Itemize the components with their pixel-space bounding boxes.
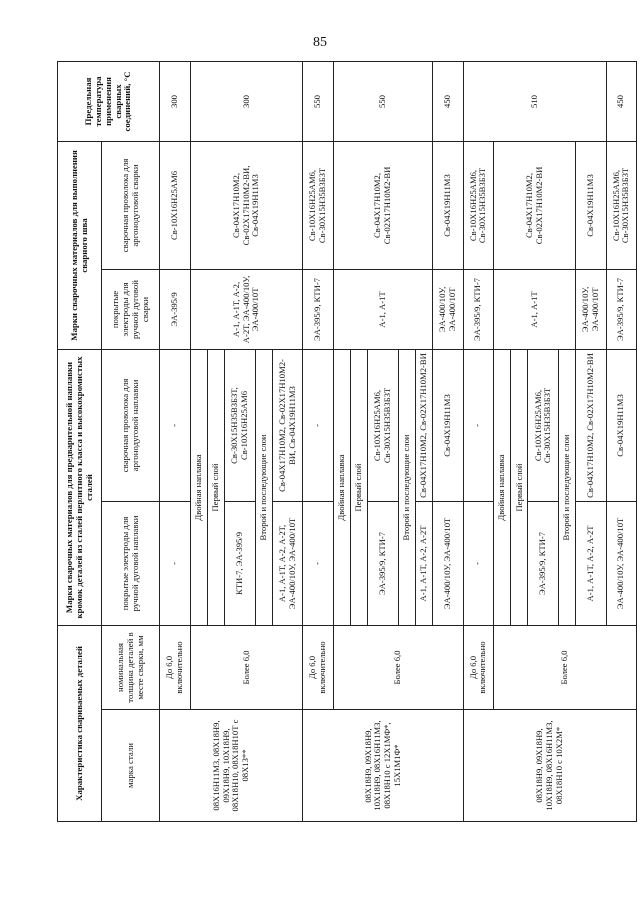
section-label: Двойная наплавка — [333, 349, 350, 625]
table-cell: Св-04Х17Н10М2, Св-02Х17Н10М2-ВИ — [576, 349, 606, 501]
table-cell: КТИ-7, ЭА-395/9 — [225, 501, 255, 625]
table-cell: Св-10Х16Н25АМ6, Св-30Х15Н35В3Б3Т — [606, 141, 636, 269]
section-label: Первый слой — [208, 349, 225, 625]
header-weld-materials: Марки сварочных материалов для выполнения сварного шва — [58, 141, 102, 349]
table-cell: - — [160, 501, 190, 625]
temperature-cell: 300 — [190, 61, 303, 141]
table-cell: Св-04Х17Н10М2, Св-02Х17Н10М2-ВИ — [493, 141, 575, 269]
table-row — [493, 61, 510, 821]
section-label: Второй и последующие слои — [255, 349, 272, 625]
thickness-cell: Более 6,0 — [333, 625, 463, 709]
table-row — [160, 61, 190, 821]
table-cell: Св-04Х19Н11М3 — [606, 349, 636, 501]
temperature-cell: 450 — [606, 61, 636, 141]
temperature-cell: 550 — [333, 61, 432, 141]
thickness-cell: Более 6,0 — [190, 625, 303, 709]
table-cell: А-1, А-1Т, А-2, А-2Т — [576, 501, 606, 625]
header-wire-welding — [102, 141, 160, 269]
table-cell: - — [303, 349, 333, 501]
table-cell: А-1, А-1Т, А-2, А-2Т — [415, 501, 432, 625]
table-cell: - — [303, 501, 333, 625]
header-wire-welding-text: сварочная проволока для аргонодуговой сварки — [120, 158, 140, 253]
table-cell: - — [463, 349, 493, 501]
table-cell: Св-04Х19Н11М3 — [433, 141, 463, 269]
page-number: 85 — [313, 35, 327, 50]
temperature-cell: 300 — [160, 61, 190, 141]
header-thickness: номинальная толщина деталей в месте сварки, мм — [102, 625, 160, 709]
table-cell: А-1, А-1Т, А-2, А-2Т, ЭА-400/10У, ЭА-400/10Т — [190, 269, 303, 349]
thickness-cell: До 6,0 включительно — [463, 625, 493, 709]
table-cell: ЭА-400/10У, ЭА-400/10Т — [606, 501, 636, 625]
table-cell: Св-10Х16Н25АМ6, Св-30Х15Н35В3Б3Т — [528, 349, 558, 501]
table-cell: ЭА-395/9, КТИ-7 — [303, 269, 333, 349]
table-cell: А-1, А-1Т — [493, 269, 575, 349]
table-cell: ЭА-395/9, КТИ-7 — [528, 501, 558, 625]
table-cell: ЭА-400/10У, ЭА-400/10Т — [433, 269, 463, 349]
section-label: Первый слой — [350, 349, 367, 625]
table-cell: Св-04Х19Н11М3 — [433, 349, 463, 501]
table-cell: Св-10Х16Н25АМ6, Св-30Х15Н35В3Б3Т — [368, 349, 398, 501]
header-covered-electrodes-welding: покрытые электроды для ручной дуговой сварки — [102, 269, 160, 349]
table-cell: Св-10Х16Н25АМ6 — [160, 141, 190, 269]
header-row-groups — [58, 61, 102, 821]
table-cell: - — [463, 501, 493, 625]
temperature-cell: 510 — [463, 61, 606, 141]
table-row — [190, 61, 207, 821]
header-covered-electrodes-surfacing: покрытые электроды для ручной дуговой наплавки — [102, 501, 160, 625]
temperature-cell: 550 — [303, 61, 333, 141]
welding-materials-table — [57, 61, 637, 822]
header-surfacing-materials: Марки сварочных материалов для предварительной наплавки кромок деталей из сталей перлитного класса и высокохромистых сталей — [58, 349, 102, 625]
section-label: Двойная наплавка — [190, 349, 207, 625]
header-steel-grade: марка стали — [102, 710, 160, 822]
table-cell: А-1, А-1Т — [333, 269, 432, 349]
steel-grade-cell: 08Х18Н9, 09Х18Н9, 10Х18Н9, 08Х16Н11М3, 08Х18Н10 с 10Х2М* — [463, 710, 636, 822]
thickness-cell: Более 6,0 — [493, 625, 636, 709]
table-cell: Св-10Х16Н25АМ6, Св-30Х15Н35В3Б3Т — [463, 141, 493, 269]
table-cell: Св-04Х19Н11М3 — [576, 141, 606, 269]
section-label: Первый слой — [511, 349, 528, 625]
table-cell: - — [160, 349, 190, 501]
header-temperature: Предельная температура применения сварных соединений, °С — [58, 61, 160, 141]
header-wire-surfacing: сварочная проволока для аргонодуговой наплавки — [102, 349, 160, 501]
section-label: Второй и последующие слои — [398, 349, 415, 625]
table-cell: Св-04Х17Н10М2, Св-02Х17Н10М2-ВИ — [415, 349, 432, 501]
header-row-columns — [102, 61, 160, 821]
table-cell: А-1, А-1Т, А-2, А-2Т, ЭА-400/10У, ЭА-400/10Т — [272, 501, 302, 625]
table-cell: Св-10Х16Н25АМ6, Св-30Х15Н35В3Б3Т — [303, 141, 333, 269]
table-cell: ЭА-400/10У, ЭА-400/10Т — [576, 269, 606, 349]
section-label: Второй и последующие слои — [558, 349, 575, 625]
table-row — [333, 61, 350, 821]
table-cell: ЭА-395/9, КТИ-7 — [463, 269, 493, 349]
table-cell: ЭА-395/9, КТИ-7 — [368, 501, 398, 625]
table-cell: ЭА-400/10У, ЭА-400/10Т — [433, 501, 463, 625]
table-row — [303, 61, 333, 821]
table-cell: Св-30Х15Н35В3Б3Т, Св-10Х16Н25АМ6 — [225, 349, 255, 501]
table-cell: Св-04Х17Н10М2, Св-02Х17Н10М2-ВИ, Св-04Х19Н11М3 — [190, 141, 303, 269]
thickness-cell: До 6,0 включительно — [303, 625, 333, 709]
table-cell: ЭА-395/9, КТИ-7 — [606, 269, 636, 349]
header-part-characteristics: Характеристика свариваемых деталей — [58, 625, 102, 821]
rotated-table-container — [57, 62, 637, 822]
table-cell: Св-04Х17Н10М2, Св-02Х17Н10М2-ВИ, Св-04Х19Н11М3 — [272, 349, 302, 501]
section-label: Двойная наплавка — [493, 349, 510, 625]
steel-grade-cell: 08Х16Н11М3, 08Х18Н9, 09Х18Н9, 10Х18Н9, 08Х18Н10, 08Х18Н10Т с 08Х13** — [160, 710, 303, 822]
temperature-cell: 450 — [433, 61, 463, 141]
steel-grade-cell: 08Х18Н9, 09Х18Н9, 10Х18Н9, 08Х16Н11М3, 08Х18Н10 с 12Х1МФ*, 15Х1М1Ф* — [303, 710, 463, 822]
thickness-cell: До 6,0 включительно — [160, 625, 190, 709]
table-row — [463, 61, 493, 821]
table-cell: Св-04Х17Н10М2, Св-02Х17Н10М2-ВИ — [333, 141, 432, 269]
table-cell: ЭА-395/9 — [160, 269, 190, 349]
